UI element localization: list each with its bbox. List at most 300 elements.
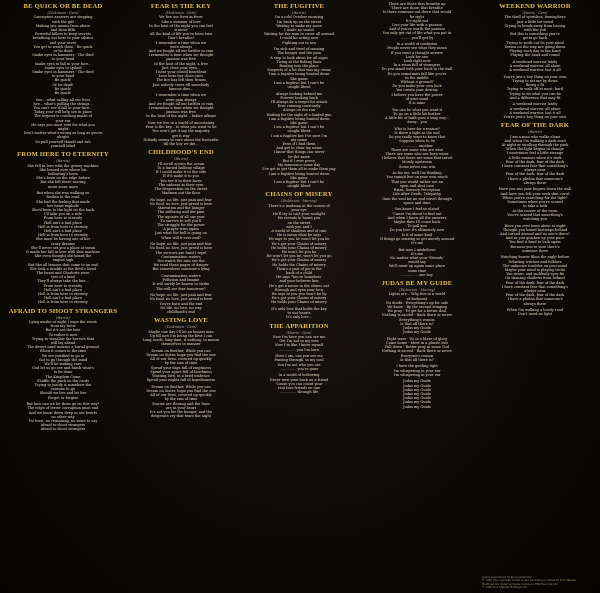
- lyric-line: In a world of confusion: [396, 42, 438, 47]
- lyric-line: I'm whispering in your ear: [393, 368, 441, 373]
- lyric-line: Look for one: [405, 54, 429, 59]
- lyric-line: The hunger and the pain: [277, 51, 321, 56]
- song-title: WEEKEND WARRIOR: [499, 3, 571, 10]
- lyrics-text: [123, 162, 239, 314]
- lyrics-column-1: [4, 2, 122, 593]
- lyric-line: The sorrows are hard I repel: [155, 250, 207, 255]
- lyric-line: like game: [290, 76, 308, 81]
- lyric-line: I have constant fear that something's: [501, 284, 569, 289]
- lyric-line: Got to go through the mind: [38, 357, 88, 362]
- lyric-line: You find it hard to look again: [509, 240, 561, 245]
- lyric-line: Is that all there is?: [400, 321, 434, 326]
- lyric-line: I am a man who walks alone: [509, 134, 561, 139]
- lyric-line: The desperation on the street: [154, 186, 208, 191]
- song-title: CHILDHOOD'S END: [148, 149, 214, 157]
- lyric-line: Without a ground?: [400, 80, 434, 85]
- lyric-line: He won't let you be: [281, 249, 317, 254]
- lyric-line: I sometimes feel a little strange: [506, 151, 564, 156]
- lyric-line: But when she was walking on: [36, 191, 90, 196]
- lyric-line: There are some who are wise: [390, 147, 444, 152]
- lyric-line: Lose hear her close cries: [158, 74, 204, 79]
- lyric-line: Snake eyes to spiked: [44, 65, 82, 70]
- lyric-line: always there: [523, 301, 547, 306]
- lyric-line: reasons to go: [51, 387, 75, 392]
- song-credit: (Dickinson · Gers): [165, 11, 197, 15]
- lyric-line: Spend your days full of emptiness: [150, 365, 212, 370]
- lyric-line: If things go missing or get merely around: [380, 236, 454, 241]
- lyric-line: She must be having one of her: [35, 237, 91, 242]
- lyric-line: It made her fall in love with that machine: [26, 249, 100, 254]
- song-credit: (Harris): [56, 159, 70, 164]
- lyric-line: A prayer tries again: [163, 227, 199, 232]
- lyric-line: Hell ain't a bad place: [44, 228, 82, 233]
- lyrics-text: [123, 330, 239, 419]
- lyric-line: And we fought all our battles in vain: [148, 49, 214, 54]
- lyric-line: You're just a boy thing on your own: [503, 74, 567, 79]
- lyrics-text: [477, 135, 593, 317]
- lyric-line: Fear is the key... to what you want to be: [145, 125, 217, 130]
- lyrics-text: [5, 15, 121, 148]
- lyric-line: I am a fugitive being hunted down: [268, 72, 330, 77]
- lyric-line: Just what the hell is going on: [155, 231, 207, 236]
- lyric-line: it move: [174, 28, 188, 33]
- lyric-line: Ever running constantly: [277, 104, 321, 109]
- lyric-line: her heart explode: [47, 203, 79, 208]
- lyric-line: Judas my Guide: [403, 325, 431, 330]
- lyric-line: crazy dreams: [51, 241, 75, 246]
- lyric-line: To a buried hallway village: [157, 165, 205, 170]
- lyric-line: A little anxious when it's dark: [508, 155, 562, 160]
- lyric-line: To rather it now: [48, 332, 78, 337]
- lyric-line: themselves to manner: [161, 342, 201, 347]
- lyric-line: gotta go back: [522, 36, 548, 41]
- lyric-line: or be dead: [53, 49, 73, 54]
- lyric-line: in the middle: [405, 75, 429, 80]
- lyric-line: get it way: [172, 133, 190, 138]
- lyric-line: Judas my Guide: [403, 383, 431, 388]
- lyric-line: Now I'm here you can see me: [272, 335, 326, 339]
- lyric-line: I have constant fear that something's: [501, 164, 569, 169]
- lyric-line: and your believes him: [279, 279, 319, 284]
- lyric-line: The fire has left then frozen: [156, 78, 206, 83]
- lyric-line: But it's not the fear: [45, 328, 81, 333]
- lyric-line: And when I'm walking a dark road: [504, 138, 566, 143]
- song-title: THE FUGITIVE: [273, 3, 325, 10]
- lyric-line: God let us go see and finish what's: [32, 366, 94, 371]
- lyric-line: Hell ain't a bad place: [44, 296, 82, 301]
- lyric-line: I am a fugitive but I can't be: [273, 125, 325, 130]
- lyric-line: Fear of the dark, fear of the dark: [505, 280, 565, 285]
- lyric-line: were always: [170, 44, 192, 49]
- lyric-line: It's not you for the hunger, and the: [149, 410, 213, 414]
- lyric-line: There are those that breathe: [391, 6, 443, 11]
- lyric-line: and your sever: [49, 40, 77, 45]
- lyric-line: ............... through life: [279, 390, 319, 395]
- lyric-line: It's me: [410, 251, 424, 256]
- lyrics-column-5: [476, 2, 594, 593]
- lyric-line: your ear: [55, 118, 71, 123]
- lyric-line: Dream on Sister, hope you find the one: [146, 388, 216, 393]
- lyric-line: I am a fugitive but I can't be: [273, 80, 325, 85]
- song-block: [359, 280, 475, 409]
- lyric-line: But how can we let them go on this way?: [26, 402, 100, 407]
- song-credit: (Harris): [292, 11, 306, 15]
- lyric-line: Is that all there is?: [400, 357, 434, 362]
- lyric-line: There are some who are born wiser: [385, 152, 449, 157]
- lyric-line: caught bleed: [287, 85, 311, 90]
- lyric-line: He says to you he won't let you be: [268, 237, 330, 242]
- lyric-line: On dancing shadows from behind: [505, 276, 565, 281]
- lyric-line: like game: [290, 175, 308, 180]
- lyric-line: But like all lessons that come to an end: [28, 262, 98, 267]
- lyric-line: Long roads, long time, it nothing, to mourn: [142, 337, 220, 342]
- lyric-line: He is mean what he says: [276, 233, 322, 238]
- lyric-line: Judas my Guide: [403, 330, 431, 335]
- lyric-line: passion was free: [166, 57, 196, 62]
- lyric-line: He says to you you won't be by: [271, 291, 327, 296]
- lyric-line: She'll never set you a place at mean: [30, 245, 96, 250]
- lyric-line: And if you're worth the passion: [389, 27, 445, 32]
- lyric-line: Snake eyes in hammers - The thief: [32, 70, 94, 75]
- lyric-line: See... what calling all our lives: [35, 97, 91, 102]
- lyric-line: to your head: [51, 74, 75, 79]
- lyric-line: famous dies...: [168, 86, 194, 91]
- lyric-line: watching you: [523, 216, 547, 221]
- song-block: [123, 317, 239, 418]
- lyric-line: My innocence some day: [277, 163, 321, 168]
- lyrics-column-4: [358, 2, 476, 593]
- song-credit: (Dickinson · Gers): [47, 11, 79, 15]
- lyric-line: You won't get it say the majority: [152, 129, 210, 134]
- lyric-line: She even thought she heard the: [34, 254, 92, 259]
- lyric-line: Hell is from here to eternity: [38, 224, 88, 229]
- lyric-line: Playing each day in the hand: [509, 49, 561, 54]
- lyric-line: will lay ahead: [50, 341, 76, 346]
- lyric-line: engine sigh: [52, 258, 74, 263]
- lyric-line: It is mine: [408, 101, 426, 106]
- lyric-line: Thought you heard footsteps behind: [502, 227, 568, 232]
- lyric-line: be right: [409, 14, 425, 19]
- lyric-line: Fear of the dark, fear of the dark: [505, 172, 565, 177]
- lyric-line: When the light begins to change: [506, 147, 564, 152]
- lyric-line: I have the guiding light: [396, 364, 438, 369]
- lyric-line: I remember a time when we: [155, 40, 207, 45]
- lyric-line: They'll always take the line...: [37, 279, 89, 284]
- lyric-line: Hell ain't a bad place: [44, 220, 82, 225]
- lyric-line: There's a madman in the corner of: [268, 203, 330, 208]
- lyric-line: I am a fugitive being hunted down: [268, 171, 330, 176]
- lyric-line: Trying to set me by down: [512, 79, 558, 84]
- lyric-line: Now we live in a world of uncertainty: [147, 121, 215, 126]
- lyric-line: Judas my Guide: [403, 387, 431, 392]
- lyric-line: A little bit of faith goes a long way...: [385, 116, 449, 121]
- lyric-line: As for me, well I'm thinking: [392, 171, 442, 176]
- lyric-line: Stories are flowing and the lines: [152, 401, 210, 406]
- lyric-line: tree of a kind: [51, 275, 75, 280]
- song-title: BE QUICK OR BE DEAD: [23, 3, 103, 10]
- lyric-line: The Kingdom Come: [45, 374, 81, 379]
- lyric-line: Is it of some kind: [401, 232, 433, 237]
- lyric-line: Sometimes when you're scared: [507, 200, 563, 205]
- lyric-line: He holds your Chains of misery: [271, 300, 327, 305]
- lyric-line: Hell is from here to eternity: [38, 233, 88, 238]
- lyric-line: He's got your Chains of misery: [271, 296, 327, 301]
- lyric-line: Contamination waters: [161, 254, 201, 259]
- lyric-line: A world of shadows and of rain: [271, 228, 327, 233]
- lyric-line: Gain the soul for an end travel through: [382, 196, 452, 201]
- lyric-line: And have you felt your neck skin crawl: [500, 191, 570, 196]
- lyric-line: We live our lives in fever: [159, 15, 203, 20]
- song-title: WASTING LOVE: [154, 317, 208, 325]
- lyric-line: Do you make your own luck: [392, 84, 442, 89]
- lyric-line: If I could make it to the side: [155, 170, 207, 175]
- lyric-line: Or be dead!: [52, 82, 74, 87]
- lyric-line: Dream on Sister, hope you find the one: [146, 352, 216, 357]
- lyric-line: No life, no love, no way: [160, 305, 202, 310]
- lyric-line: 'Cause you can count your: [275, 381, 323, 386]
- lyric-line: Forever looking back: [280, 95, 318, 100]
- lyric-line: with the gift: [52, 19, 74, 24]
- lyric-line: All of our lives, covered up quickly: [150, 357, 212, 362]
- lyric-line: Live your life with a passion: [392, 23, 442, 28]
- lyric-line: Playing the hand and round: [510, 53, 560, 58]
- lyric-line: He holds your Chains of misery: [271, 245, 327, 250]
- lyric-line: Snake eyes in hammers - The thief: [32, 53, 94, 58]
- lyric-line: No matter what your ?friends': [390, 255, 444, 260]
- song-block: [5, 308, 121, 432]
- lyric-line: back of a child: [286, 270, 312, 275]
- lyric-line: to take a look: [522, 204, 548, 209]
- lyric-line: I'm sick and tired of running: [273, 47, 325, 52]
- lyric-line: Always looking behind me: [275, 91, 323, 96]
- song-credit: (Harris · Gers): [522, 11, 548, 15]
- lyric-line: He's got your Chains of misery: [271, 258, 327, 263]
- lyric-line: space and time: [403, 200, 431, 205]
- lyric-line: A weekend warrior lately: [512, 102, 558, 107]
- lyrics-text: [359, 2, 475, 277]
- song-credit: (Dickinson · Murray): [281, 199, 317, 204]
- lyric-line: of your mind: [405, 96, 429, 101]
- lyric-line: Hell ain't a bad place: [44, 287, 82, 292]
- song-block: [359, 2, 475, 277]
- lyric-line: Judas my Guide: [403, 391, 431, 396]
- lyric-line: Trying to work out its your mind: [506, 40, 564, 45]
- lyric-line: I remember a time when we thought: [148, 53, 214, 58]
- lyric-line: Lights are... Why live in a world: [388, 292, 446, 297]
- lyric-line: Hell is from here to eternity: [38, 291, 88, 296]
- lyric-line: But if I ever prove: [282, 158, 316, 163]
- lyric-line: Nothing is sacred - Back there or never: [381, 349, 453, 354]
- lyric-line: 'Cause I'm about to find out: [392, 211, 442, 216]
- song-block: [5, 151, 121, 305]
- lyric-line: to our hearts: [287, 311, 311, 316]
- lyric-line: Beating into the place: [279, 64, 319, 69]
- lyric-line: But somewhere someone's lying: [152, 267, 210, 272]
- lyric-line: on the street: [287, 220, 311, 225]
- lyric-line: Contamination waters: [161, 273, 201, 278]
- lyrics-text: [123, 15, 239, 146]
- lyric-line: She took a tumble at the devil's bend: [29, 266, 97, 271]
- lyric-line: Trying to break away from having: [504, 23, 566, 28]
- lyric-line: You only get out of life what you put in: [382, 31, 452, 36]
- lyric-line: with you and I: [286, 224, 312, 229]
- lyric-line: Do you love it's ultimately new: [389, 228, 445, 233]
- credit-line: Lyrics reproduced by kind permission: [482, 576, 532, 580]
- lyric-line: She had the feeling that made: [36, 199, 90, 204]
- lyric-line: with the yob: [523, 28, 547, 33]
- lyric-line: be the same: [288, 154, 310, 159]
- lyric-line: The thrill of spiritless, hemisphere: [504, 15, 566, 20]
- lyric-line: Forget or forgive: [47, 395, 79, 400]
- lyric-line: I have a phobia that someone's: [507, 297, 563, 302]
- lyric-line: It's me: [410, 240, 424, 245]
- lyric-line: always there: [523, 180, 547, 185]
- lyric-line: I'll scroll across the ocean: [157, 161, 205, 166]
- lyric-line: A weekend warrior lately: [512, 59, 558, 64]
- lyric-line: He'll try to cast your sunlight: [272, 212, 326, 217]
- lyric-line: You sense, and suddenly eyes fix: [506, 272, 564, 277]
- song-title: JUDAS BE MY GUIDE: [381, 279, 453, 287]
- lyric-line: I remember a time when we: [155, 93, 207, 98]
- lyric-line: Don't need no light: [517, 312, 552, 317]
- lyric-line: open and shut case: [399, 183, 435, 188]
- lyric-line: You see it in their faces: [160, 178, 202, 183]
- lyric-line: Extra, Sensory Perception: [393, 188, 441, 193]
- lyrics-text: [241, 335, 357, 394]
- lyric-line: would say: [408, 260, 426, 265]
- song-title: AFRAID TO SHOOT STRANGERS: [8, 307, 118, 315]
- lyric-line: At the corner of the room: [512, 208, 558, 213]
- lyric-line: There are those that breathe up: [388, 2, 446, 6]
- lyric-line: Don't matter what's wrong as long as you're: [23, 131, 103, 136]
- lyric-line: The will see fear tomorrow?: [156, 286, 206, 291]
- lyric-line: All the kind of life you've been torn: [149, 32, 213, 37]
- lyric-line: Seems on the way are going down: [504, 44, 566, 49]
- lyric-line: Even if I find them: [282, 142, 316, 147]
- song-title: FEAR IS THE KEY: [150, 3, 212, 10]
- lyric-line: And we know down deep in our hearts: [28, 410, 98, 415]
- lyric-line: Nothing is sacred - Back there or never: [381, 313, 453, 318]
- lyric-line: No trust, no reasoning, no more to say: [28, 419, 98, 424]
- lyric-line: I made no sound: [284, 28, 314, 33]
- lyric-line: We know - By the second stinging: [387, 304, 447, 309]
- lyric-line: In a room full of strangers: [393, 63, 441, 68]
- song-block: [5, 3, 121, 148]
- lyric-line: Suppose when to lie: [399, 139, 435, 144]
- lyric-line: Be quick!: [54, 78, 72, 83]
- lyric-line: Being a fit: [525, 83, 545, 88]
- lyric-line: Everyone's reason: [400, 353, 434, 358]
- lyric-line: Spend your spare full of loneliness: [150, 369, 212, 374]
- lyric-line: childhood's end: [167, 309, 195, 314]
- lyric-line: Waiting for the sight of a loaded gun: [266, 112, 332, 117]
- lyric-line: Suspects of a hit that was my crime: [267, 68, 331, 73]
- lyric-line: And we fought all our battles in vain: [148, 101, 214, 106]
- song-block: [477, 3, 593, 119]
- lyric-line: I'm whispering in your ear: [393, 372, 441, 377]
- lyric-line: She's been on the edge before: [36, 176, 90, 181]
- lyric-line: From here to eternity: [43, 283, 83, 288]
- song-title: FROM HERE TO ETERNITY: [17, 151, 109, 159]
- lyric-line: On a cold October morning: [274, 15, 324, 20]
- lyric-line: Maybe one day I'll be an honest man: [148, 329, 214, 334]
- lyric-line: You're born and the end: [159, 301, 203, 306]
- song-title: THE APPARITION: [269, 322, 329, 330]
- lyric-line: Who is here for a reason?: [394, 126, 440, 131]
- song-block: [241, 191, 357, 319]
- lyric-line: The reign of terror corruption must end: [27, 406, 99, 411]
- lyric-line: I am a fugitive being hunted down: [268, 116, 330, 121]
- lyric-line: It's right not: [405, 18, 429, 23]
- lyric-line: I'm back up on the street: [276, 19, 322, 24]
- lyric-line: Just nobody cares till somebody: [152, 82, 210, 87]
- lyric-line: Madmen out the floor: [161, 191, 201, 196]
- lyric-line: no other way: [51, 414, 75, 419]
- lyric-line: It's only love...: [286, 315, 312, 320]
- song-title: CHAINS OF MISERY: [265, 191, 333, 199]
- lyric-line: The sadness in their eyes: [158, 182, 204, 187]
- lyric-line: He's got a noose in the shines out: [268, 283, 329, 288]
- lyric-line: through and eyes your love: [274, 287, 324, 292]
- lyric-line: Trying to justify it somehow the: [34, 383, 92, 388]
- lyric-line: In the heat of the night you can feel: [149, 23, 213, 28]
- lyric-line: You can be what you want it: [391, 107, 442, 112]
- lyric-line: Afraid to shoot strangers: [40, 423, 86, 428]
- song-credit: (Dickinson · Gers): [165, 325, 197, 330]
- lyric-line: desperate cry that tears the night: [150, 414, 212, 419]
- song-credit: (Harris): [56, 315, 70, 320]
- lyric-line: Maybe your mind is playing tricks: [504, 267, 566, 272]
- lyric-line: You know I feel so elated: [394, 207, 440, 212]
- lyric-line: A weekend warrior, lost it all: [509, 68, 561, 73]
- lyric-line: Waiting for the man to cover all around: [263, 32, 335, 37]
- lyric-line: Life After Death, Telepathy: [392, 192, 442, 197]
- lyric-line: No hope, no life, just pain and fear: [150, 197, 212, 202]
- lyric-line: A weekend warrior, all alone: [509, 64, 561, 69]
- lyric-line: He says 'You're homeless': [276, 275, 322, 280]
- lyric-line: To go on a little bit further: [393, 111, 441, 116]
- lyric-line: When I'm walking a lonely road: [506, 308, 564, 313]
- lyric-line: Mostly upstream: [402, 160, 432, 165]
- lyric-line: A weekend warrior, lost it all: [509, 110, 561, 115]
- lyrics-text: [241, 15, 357, 188]
- lyric-line: She leaned over where his: [39, 167, 87, 172]
- lyric-line: real true friends on one: [277, 386, 321, 391]
- lyric-line: Debating witches and folklore: [508, 259, 562, 264]
- footer-credits: [482, 576, 594, 589]
- lyric-line: The beast and Charlotte were: [36, 270, 90, 275]
- lyric-line: Trying to visualise the horrors that: [31, 336, 95, 341]
- lyric-line: till the boy we die...: [163, 142, 199, 147]
- lyric-line: Have you run your fingers down the wall: [498, 187, 572, 192]
- lyric-line: to your head: [51, 57, 75, 62]
- lyric-line: He says you must vote for what you: [31, 122, 95, 127]
- lyric-line: Do you really want to know that: [388, 135, 446, 140]
- song-credit: (Harris · Gers): [286, 330, 312, 335]
- lyric-line: Be quick!: [54, 91, 72, 96]
- lyric-line: You're just a boy thing on your own: [503, 115, 567, 120]
- lyric-line: Powerful killers to keep secrets: [35, 32, 91, 37]
- lyric-line: Judas my Guide: [403, 404, 431, 409]
- lyric-line: And turned around and no one's there?: [500, 231, 570, 236]
- lyric-line: She fell in love with the greasy machine: [27, 163, 99, 168]
- lyric-line: breathing out hear to your silence: [32, 36, 94, 41]
- lyric-line: And as you quicken up your pace: [505, 236, 565, 241]
- lyric-line: The serpent is crawling inside of: [33, 114, 93, 119]
- lyric-line: If it'd make it to you: [163, 174, 199, 179]
- lyric-line: When will it ever end?: [161, 235, 201, 240]
- credit-line: © 1992 The copyright in this sound recording is owned by Iron Maiden: [482, 579, 577, 583]
